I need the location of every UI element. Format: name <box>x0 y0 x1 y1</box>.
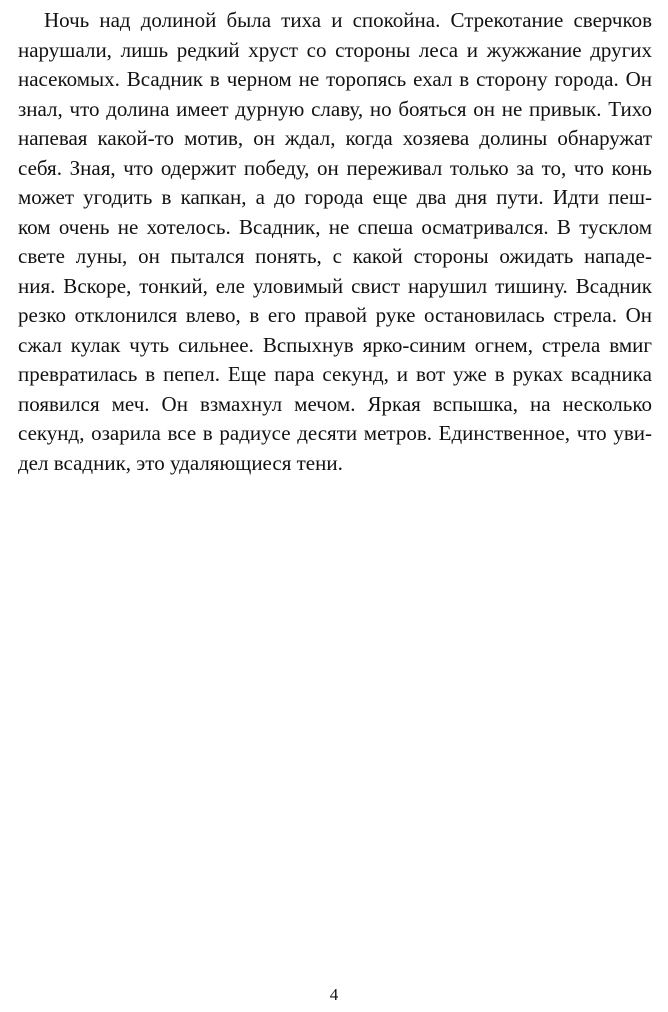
paragraph-line: появился меч. Он взмахнул мечом. Яркая вспышка, на несколько <box>18 391 652 416</box>
paragraph-line: напевая какой-то мотив, он ждал, когда хозяева долины обнаружат <box>18 126 652 150</box>
paragraph-line: превратилась в пепел. Еще пара секунд, и вот уже в руках всадника <box>18 362 652 386</box>
paragraph-line: себя. Зная, что одержит победу, он переживал только за то, что конь <box>18 155 652 180</box>
paragraph-line: резко отклонился влево, в его правой руке остановилась стрела. Он <box>18 303 652 327</box>
page-number: 4 <box>329 985 339 1004</box>
paragraph-line: Ночь над долиной была тиха и спокойна. Стрекотание сверчков <box>44 8 652 32</box>
paragraph-line: ния. Вскоре, тонкий, еле уловимый свист нарушил тишину. Всадник <box>18 273 652 298</box>
paragraph-line: знал, что долина имеет дурную славу, но бояться он не привык. Тихо <box>18 96 652 121</box>
paragraph-line: нарушали, лишь редкий хруст со стороны леса и жужжание других <box>18 37 652 62</box>
paragraph-line: секунд, озарила все в радиусе десяти метров. Единственное, что уви- <box>18 421 652 445</box>
paragraph-line: ком очень не хотелось. Всадник, не спеша осматривался. В тусклом <box>18 214 652 239</box>
paragraph-line: может угодить в капкан, а до города еще два дня пути. Идти пеш- <box>18 185 652 209</box>
paragraph-line: свете луны, он пытался понять, с какой стороны ожидать нападе- <box>18 244 652 268</box>
body-paragraph <box>18 6 652 478</box>
paragraph-line: насекомых. Всадник в черном не торопясь ехал в сторону города. Он <box>18 67 652 91</box>
paragraph-line: дел всадник, это удаляющиеся тени. <box>18 450 343 475</box>
paragraph-line: сжал кулак чуть сильнее. Вспыхнув ярко-синим огнем, стрела вмиг <box>18 332 652 357</box>
